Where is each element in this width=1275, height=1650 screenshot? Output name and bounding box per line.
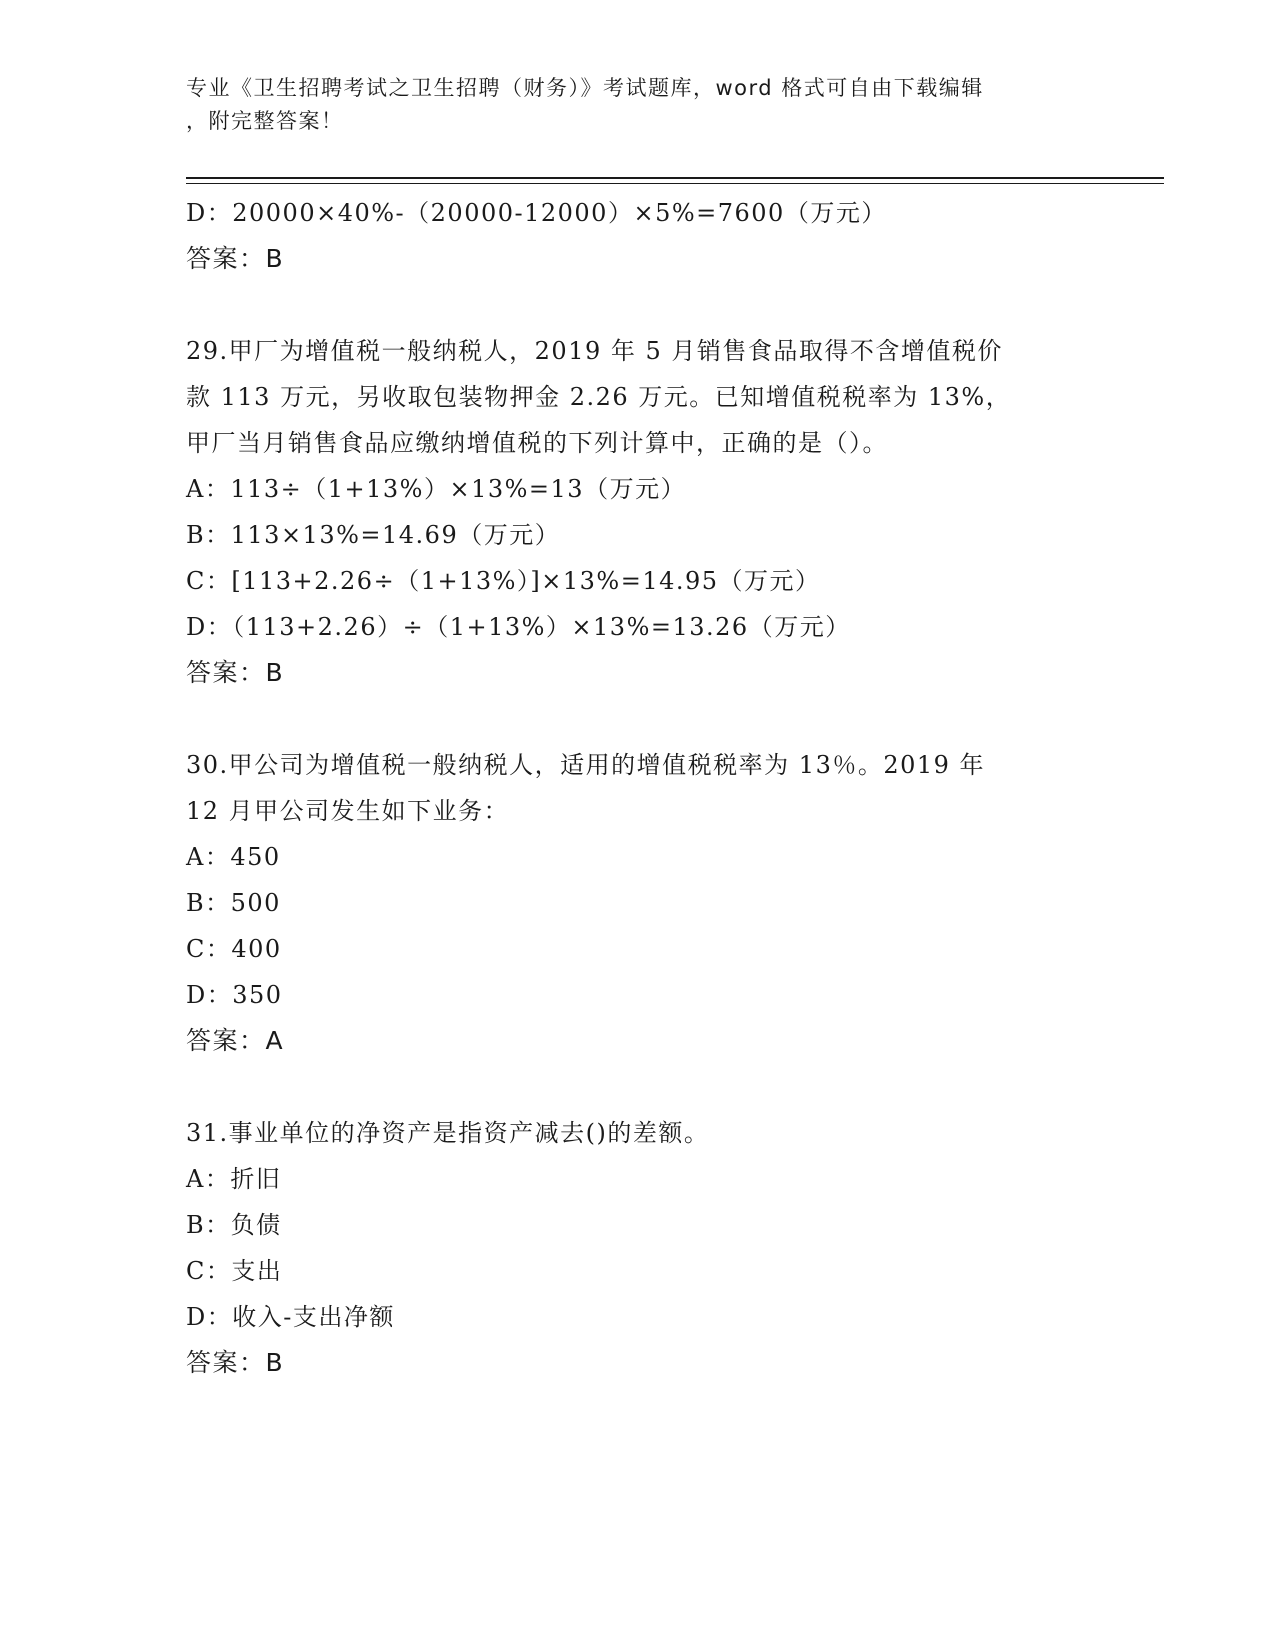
q29-option-a: A：113÷（1+13%）×13%=13（万元） (186, 475, 687, 503)
q28-answer: 答案：B (186, 244, 285, 273)
q29-stem-line-3: 甲厂当月销售食品应缴纳增值税的下列计算中，正确的是（）。 (186, 429, 888, 457)
question-31 (186, 1110, 1086, 1386)
question-list (186, 190, 1086, 1386)
q30-option-a: A：450 (186, 843, 281, 871)
q30-stem-line-2: 12 月甲公司发生如下业务： (186, 797, 510, 825)
spacer (186, 282, 1086, 328)
header-title-line-2: ，附完整答案！ (186, 109, 344, 133)
q31-option-b: B：负债 (186, 1211, 282, 1239)
q31-option-d: D：收入-支出净额 (186, 1303, 395, 1331)
q29-option-d: D：（113+2.26）÷（1+13%）×13%=13.26（万元） (186, 613, 851, 641)
q30-option-c: C：400 (186, 935, 282, 963)
header-title-line-1: 专业《卫生招聘考试之卫生招聘（财务）》考试题库，word 格式可自由下载编辑 (186, 76, 984, 100)
question-29 (186, 328, 1086, 696)
q31-option-c: C：支出 (186, 1257, 283, 1285)
q31-answer: 答案：B (186, 1348, 285, 1377)
q28-option-d: D：20000×40%-（20000-12000）×5%=7600（万元） (186, 199, 887, 227)
q30-stem-line-1: 30.甲公司为增值税一般纳税人，适用的增值税税率为 13％。2019 年 (186, 751, 986, 779)
header-divider-thin (186, 183, 1164, 184)
header-divider-thick (186, 177, 1164, 179)
q29-stem-line-1: 29.甲厂为增值税一般纳税人，2019 年 5 月销售食品取得不含增值税价 (186, 337, 1003, 365)
question-30 (186, 742, 1086, 1064)
spacer (186, 696, 1086, 742)
q30-answer: 答案：A (186, 1026, 285, 1055)
q29-option-b: B：113×13%=14.69（万元） (186, 521, 561, 549)
q31-stem-line-1: 31.事业单位的净资产是指资产减去()的差额。 (186, 1119, 710, 1147)
document-header (186, 72, 1076, 138)
q29-stem-line-2: 款 113 万元，另收取包装物押金 2.26 万元。已知增值税税率为 13%， (186, 383, 1012, 411)
q30-option-b: B：500 (186, 889, 281, 917)
q29-option-c: C：[113+2.26÷（1+13%）]×13%=14.95（万元） (186, 567, 821, 595)
spacer (186, 1064, 1086, 1110)
q30-option-d: D：350 (186, 981, 283, 1009)
q29-answer: 答案：B (186, 658, 285, 687)
question-28-fragment (186, 190, 1086, 282)
q31-option-a: A：折旧 (186, 1165, 282, 1193)
